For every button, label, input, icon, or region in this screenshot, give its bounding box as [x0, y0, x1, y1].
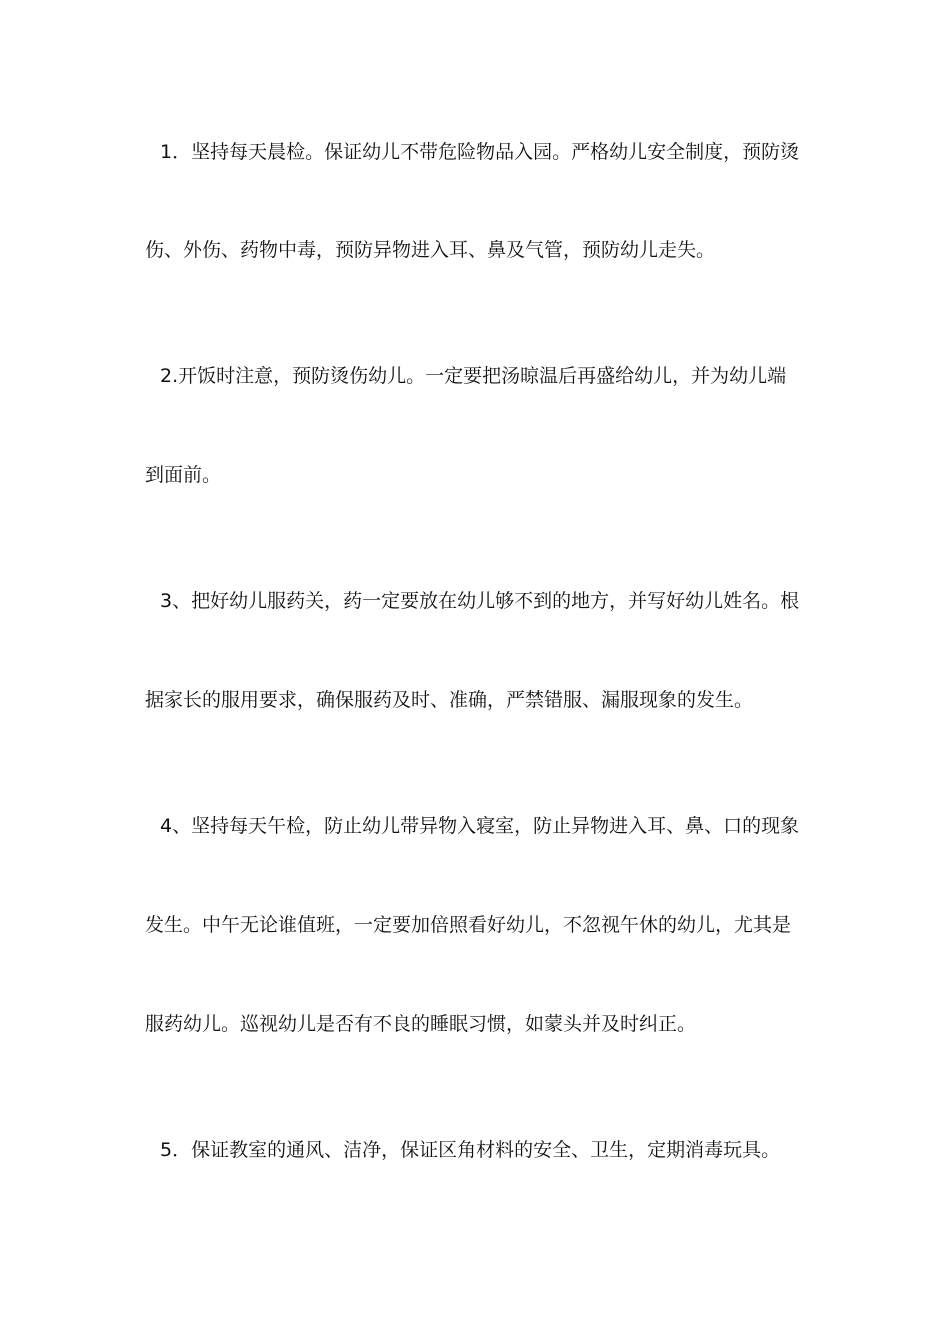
- item-1-line-2: 伤、外伤、药物中毒，预防异物进入耳、鼻及气管，预防幼儿走失。: [145, 239, 716, 261]
- item-2-line-2: 到面前。: [145, 464, 222, 486]
- item-3-line-2: 据家长的服用要求，确保服药及时、准确，严禁错服、漏服现象的发生。: [145, 689, 754, 711]
- item-3-line-1: 3、把好幼儿服药关，药一定要放在幼儿够不到的地方，并写好幼儿姓名。根: [160, 590, 800, 612]
- item-5-line-1: 5．保证教室的通风、洁净，保证区角材料的安全、卫生，定期消毒玩具。: [160, 1139, 781, 1161]
- item-4-line-1: 4、坚持每天午检，防止幼儿带异物入寝室，防止异物进入耳、鼻、口的现象: [160, 815, 800, 837]
- item-4-line-2: 发生。中午无论谁值班，一定要加倍照看好幼儿，不忽视午休的幼儿，尤其是: [145, 914, 792, 936]
- item-1-line-1: 1．坚持每天晨检。保证幼儿不带危险物品入园。严格幼儿安全制度，预防烫: [160, 141, 800, 163]
- item-4-line-3: 服药幼儿。巡视幼儿是否有不良的睡眠习惯，如蒙头并及时纠正。: [145, 1013, 697, 1035]
- item-2-line-1: 2.开饭时注意，预防烫伤幼儿。一定要把汤晾温后再盛给幼儿，并为幼儿端: [160, 365, 787, 387]
